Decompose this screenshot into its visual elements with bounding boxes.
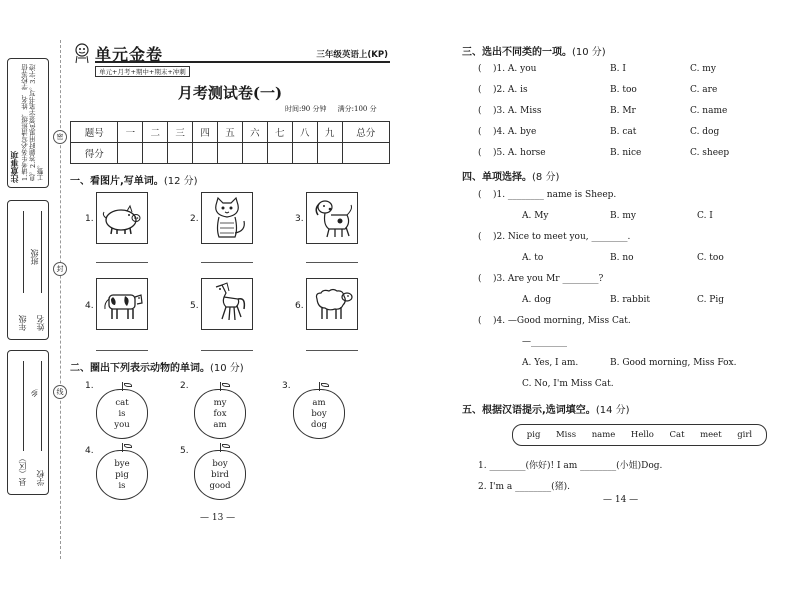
apple-word[interactable]: am: [312, 398, 326, 408]
field-grade-label: 年级: [18, 315, 27, 331]
score-input[interactable]: [267, 143, 292, 164]
option-c[interactable]: C. are: [690, 85, 718, 95]
pic-frame: [96, 278, 148, 330]
question-text: )1. A. you: [492, 64, 537, 74]
section5-title: 五、根据汉语提示,选词填空。: [462, 405, 596, 416]
seal-mark-2: 封: [53, 262, 67, 276]
score-cell: 五: [218, 122, 243, 143]
apple-word[interactable]: cat: [115, 398, 129, 408]
apple-number: 5.: [180, 446, 189, 456]
score-cell: 九: [317, 122, 342, 143]
score-cell: 七: [267, 122, 292, 143]
apple-leaf-icon: [321, 383, 329, 387]
question-row: [478, 64, 536, 74]
section1-title: 一、看图片,写单词。: [70, 176, 164, 187]
question-row: [478, 316, 631, 326]
paper-title: 月考测试卷(一): [177, 84, 283, 102]
option-c[interactable]: C. too: [697, 253, 724, 263]
apple-word[interactable]: boy: [212, 459, 228, 469]
option-c[interactable]: C. dog: [690, 127, 720, 137]
option-b[interactable]: B. cat: [610, 127, 637, 137]
header-rule: [95, 61, 390, 63]
apple-stem-icon: [319, 382, 320, 391]
answer-line[interactable]: [201, 262, 253, 263]
exam-full-score: 满分:100 分: [337, 105, 377, 113]
option-b[interactable]: B. no: [610, 253, 634, 263]
dog-icon: [307, 193, 357, 243]
score-input[interactable]: [168, 143, 193, 164]
field-town-label: 乡: [30, 389, 39, 397]
option-c[interactable]: C. I: [697, 211, 713, 221]
seal-dash-line: [60, 40, 61, 559]
option-a[interactable]: A. to: [522, 253, 544, 263]
page-number-right: — 14 —: [603, 495, 639, 505]
field-county-line[interactable]: [23, 361, 24, 451]
apple-number: 1.: [85, 381, 94, 391]
option-a[interactable]: A. dog: [522, 295, 552, 305]
section4-title: 四、单项选择。: [462, 172, 532, 183]
brand-subtitle: 单元+月考+期中+期末+冲刺: [95, 66, 190, 77]
brand-logo: [72, 42, 190, 77]
score-input[interactable]: [193, 143, 218, 164]
apple-number: 4.: [85, 446, 94, 456]
student-info-box: [7, 200, 49, 340]
section1-heading: [70, 172, 198, 187]
option-a[interactable]: A. Yes, I am.: [522, 358, 579, 368]
apple-word[interactable]: dog: [311, 420, 327, 430]
apple-word[interactable]: bye: [114, 459, 130, 469]
option-c[interactable]: C. sheep: [690, 148, 730, 158]
answer-paren[interactable]: (: [478, 106, 482, 116]
word-bank-item: Miss: [555, 430, 577, 440]
score-cell: 三: [168, 122, 193, 143]
apple-stem-icon: [122, 382, 123, 391]
option-b[interactable]: B. rabbit: [610, 295, 651, 305]
apple-word[interactable]: am: [213, 420, 227, 430]
score-input[interactable]: [143, 143, 168, 164]
option-b[interactable]: B. nice: [610, 148, 642, 158]
apple-word[interactable]: bird: [211, 470, 229, 480]
question-text: )4. A. bye: [492, 127, 537, 137]
pic-number: 1.: [85, 214, 94, 224]
option-b[interactable]: B. my: [610, 211, 636, 221]
answer-paren[interactable]: (: [478, 316, 482, 326]
option-c[interactable]: C. Pig: [697, 295, 724, 305]
answer-paren[interactable]: (: [478, 148, 482, 158]
score-cell: 八: [292, 122, 317, 143]
question-text: )2. A. is: [492, 85, 528, 95]
word-bank-item: Cat: [669, 430, 685, 440]
pic-frame: [201, 278, 253, 330]
answer-line[interactable]: [306, 262, 358, 263]
apple-word-group: [293, 389, 345, 439]
pic-number: 2.: [190, 214, 199, 224]
apple-word[interactable]: fox: [213, 409, 227, 419]
option-c[interactable]: C. No, I'm Miss Cat.: [522, 379, 614, 389]
school-info-box: [7, 350, 49, 495]
pic-number: 6.: [295, 301, 304, 311]
pic-frame: [201, 192, 253, 244]
score-input[interactable]: [242, 143, 267, 164]
pic-frame: [306, 278, 358, 330]
pic-number: 3.: [295, 214, 304, 224]
apple-stem-icon: [220, 443, 221, 452]
answer-paren[interactable]: (: [478, 127, 482, 137]
field-school-label: 学校: [36, 470, 45, 486]
question-row: [478, 232, 630, 242]
score-input[interactable]: [292, 143, 317, 164]
pic-frame: [96, 192, 148, 244]
seal-mark-3: 线: [53, 385, 67, 399]
brand-title: 单元金卷: [95, 45, 164, 64]
question-text: )5. A. horse: [492, 148, 546, 158]
word-bank: [512, 424, 767, 446]
apple-leaf-icon: [222, 383, 230, 387]
answer-paren[interactable]: (: [478, 274, 482, 284]
apple-word[interactable]: good: [209, 481, 231, 491]
option-b[interactable]: B. Good morning, Miss Fox.: [610, 358, 737, 368]
section3-points: (10 分): [572, 47, 606, 58]
field-name-line[interactable]: [41, 211, 42, 293]
apple-leaf-icon: [124, 383, 132, 387]
horse-icon: [202, 279, 252, 329]
exam-time: 时间:90 分钟: [285, 105, 327, 113]
question-row: [478, 274, 603, 284]
section5-heading: [462, 401, 630, 416]
apple-word-group: [96, 450, 148, 500]
notice-text: 1.请考生务必写清班级、姓名、学校等信息。2.答题时用黑色签字笔书写。3.字迹工整。: [20, 64, 45, 181]
notice-box: [7, 58, 49, 188]
score-value-row: [71, 143, 390, 164]
section2-heading: [70, 359, 244, 374]
apple-stem-icon: [220, 382, 221, 391]
option-b[interactable]: B. Mr: [610, 106, 636, 116]
answer-line[interactable]: [201, 350, 253, 351]
apple-word[interactable]: you: [114, 420, 130, 430]
apple-leaf-icon: [124, 444, 132, 448]
question-text: )3. Are you Mr ________?: [492, 274, 604, 284]
question-text: )4. —Good morning, Miss Cat.: [492, 316, 631, 326]
question-text: )2. Nice to meet you, ________.: [492, 232, 631, 242]
exam-meta: [285, 104, 377, 114]
score-input[interactable]: [118, 143, 143, 164]
answer-paren[interactable]: (: [478, 190, 482, 200]
option-a[interactable]: A. My: [522, 211, 549, 221]
apple-stem-icon: [122, 443, 123, 452]
field-school-line[interactable]: [41, 361, 42, 451]
field-grade-line[interactable]: [23, 211, 24, 293]
score-input[interactable]: [342, 143, 389, 164]
section2-title: 二、圈出下列表示动物的单词。: [70, 363, 210, 374]
score-cell: 二: [143, 122, 168, 143]
answer-line[interactable]: [96, 262, 148, 263]
apple-word[interactable]: boy: [311, 409, 327, 419]
question-text: )1. ________ name is Sheep.: [492, 190, 617, 200]
answer-line[interactable]: [306, 350, 358, 351]
apple-word-group: [96, 389, 148, 439]
word-bank-item: Hello: [630, 430, 654, 440]
score-input[interactable]: [218, 143, 243, 164]
fill-question-2[interactable]: 2. I'm a ________(猪).: [478, 482, 570, 492]
score-cell: 四: [193, 122, 218, 143]
option-c[interactable]: C. my: [690, 64, 716, 74]
word-bank-item: name: [591, 430, 616, 440]
option-b[interactable]: B. too: [610, 85, 637, 95]
sheep-icon: [307, 279, 357, 329]
cow-icon: [97, 279, 147, 329]
dialogue-blank[interactable]: —________: [522, 337, 567, 347]
section5-points: (14 分): [595, 405, 630, 416]
notice-title: 注意事项: [9, 151, 19, 183]
pic-frame: [306, 192, 358, 244]
question-row: [478, 148, 546, 158]
seal-mark-1: 密: [53, 130, 67, 144]
mascot-icon: [72, 42, 92, 64]
answer-paren[interactable]: (: [478, 64, 482, 74]
section2-points: (10 分): [210, 363, 244, 374]
apple-number: 2.: [180, 381, 189, 391]
fill-question-1[interactable]: 1. ________(你好)! I am ________(小姐)Dog.: [478, 461, 663, 471]
section4-points: (8 分): [532, 172, 560, 183]
apple-word[interactable]: is: [118, 481, 126, 491]
apple-word-group: [194, 450, 246, 500]
answer-line[interactable]: [96, 350, 148, 351]
score-input[interactable]: [317, 143, 342, 164]
question-row: [478, 106, 541, 116]
answer-paren[interactable]: (: [478, 85, 482, 95]
apple-number: 3.: [282, 381, 291, 391]
word-bank-item: pig: [526, 430, 541, 440]
word-bank-item: meet: [700, 430, 722, 440]
field-county-label: 县（区）: [18, 454, 27, 486]
question-row: [478, 85, 528, 95]
pic-number: 4.: [85, 301, 94, 311]
page-number-left: — 13 —: [200, 513, 236, 523]
option-c[interactable]: C. name: [690, 106, 728, 116]
apple-word[interactable]: pig: [115, 470, 129, 480]
field-name-label: 姓名: [36, 315, 45, 331]
score-table: [70, 121, 390, 164]
apple-word[interactable]: is: [118, 409, 126, 419]
apple-leaf-icon: [222, 444, 230, 448]
field-class-label: 班级: [30, 249, 39, 265]
score-header-row: [71, 122, 390, 143]
section3-title: 三、选出不同类的一项。: [462, 47, 572, 58]
section3-heading: [462, 43, 606, 58]
apple-word[interactable]: my: [213, 398, 227, 408]
score-cell: 题号: [71, 122, 118, 143]
score-cell: 一: [118, 122, 143, 143]
question-text: )3. A. Miss: [492, 106, 542, 116]
question-row: [478, 190, 616, 200]
apple-word-group: [194, 389, 246, 439]
cat-icon: [202, 193, 252, 243]
score-cell: 六: [242, 122, 267, 143]
section4-heading: [462, 168, 559, 183]
score-row-label: 得分: [71, 143, 118, 164]
question-row: [478, 127, 536, 137]
pic-number: 5.: [190, 301, 199, 311]
pig-icon: [97, 193, 147, 243]
word-bank-item: girl: [737, 430, 753, 440]
grade-label: 三年级英语上(KP): [316, 50, 388, 60]
answer-paren[interactable]: (: [478, 232, 482, 242]
option-b[interactable]: B. I: [610, 64, 626, 74]
score-cell: 总分: [342, 122, 389, 143]
section1-points: (12 分): [163, 176, 198, 187]
